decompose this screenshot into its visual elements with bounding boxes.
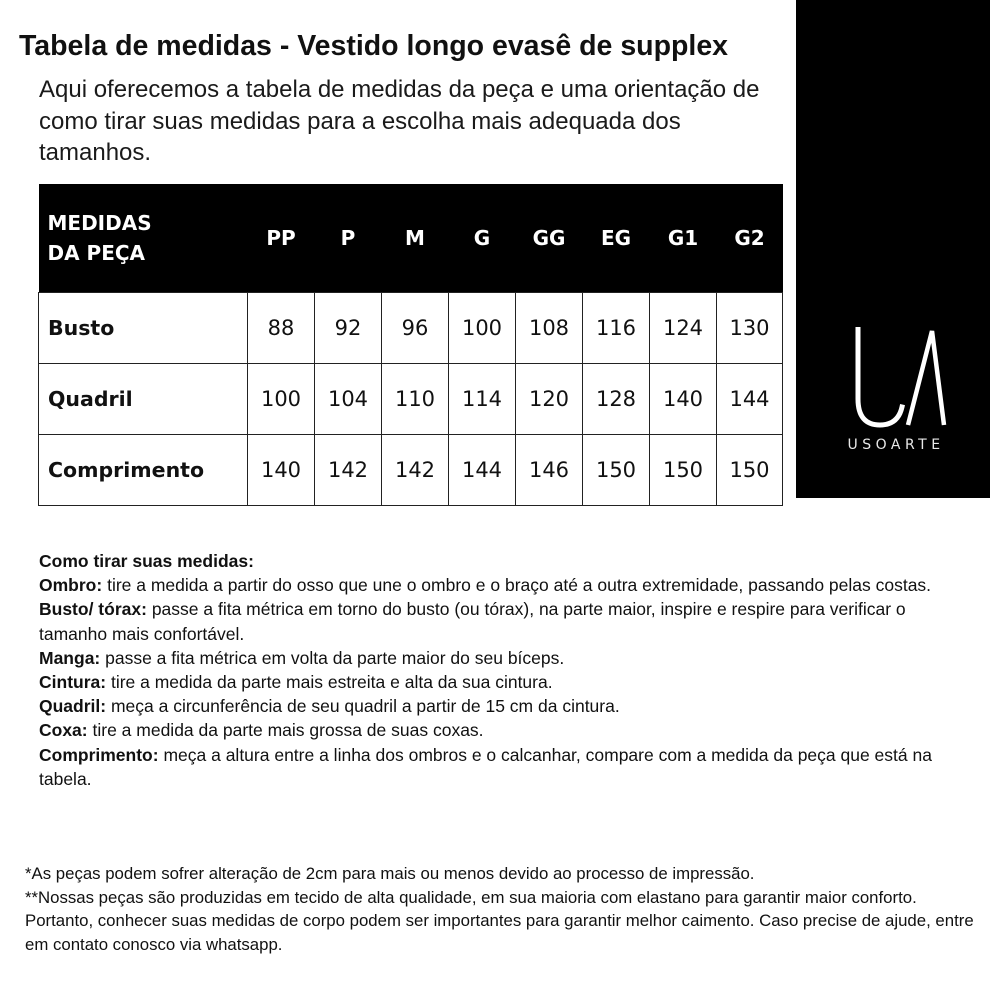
row-label: Busto — [39, 293, 248, 364]
size-header-row — [39, 184, 783, 293]
guide-term: Ombro: — [39, 575, 103, 596]
measuring-guide — [39, 549, 969, 791]
guide-term: Manga: — [39, 647, 101, 668]
guide-text: tire a medida da parte mais grossa de suas coxas. — [92, 720, 484, 741]
table-cell: 108 — [516, 293, 583, 364]
size-table — [38, 184, 783, 506]
guide-term: Cintura: — [39, 672, 107, 693]
table-row-busto — [39, 293, 783, 364]
ua-monogram-icon — [853, 327, 947, 430]
guide-term: Comprimento: — [39, 744, 159, 765]
table-cell: 144 — [717, 364, 783, 435]
page-title: Tabela de medidas - Vestido longo evasê de supplex — [19, 30, 729, 62]
row-label: Quadril — [39, 364, 248, 435]
table-cell: 140 — [248, 435, 315, 506]
size-header: G — [449, 184, 516, 293]
table-cell: 124 — [650, 293, 717, 364]
guide-heading: Como tirar suas medidas: — [39, 551, 254, 571]
size-header: G2 — [717, 184, 783, 293]
table-cell: 130 — [717, 293, 783, 364]
table-cell: 116 — [583, 293, 650, 364]
guide-text: meça a circunferência de seu quadril a partir de 15 cm da cintura. — [110, 696, 620, 717]
guide-item — [39, 670, 969, 694]
guide-text: passe a fita métrica em volta da parte maior do seu bíceps. — [105, 647, 565, 668]
guide-item — [39, 694, 969, 718]
row-label: Comprimento — [39, 435, 248, 506]
guide-text: passe a fita métrica em torno do busto (ou tórax), na parte maior, inspire e respire para verificar o tamanho mais confortável. — [39, 599, 906, 644]
table-cell: 140 — [650, 364, 717, 435]
intro-text: Aqui oferecemos a tabela de medidas da peça e uma orientação de como tirar suas medidas para a escolha mais adequada dos tamanhos. — [39, 76, 760, 166]
size-header: GG — [516, 184, 583, 293]
footnotes — [25, 862, 980, 956]
table-cell: 150 — [650, 435, 717, 506]
size-header: P — [315, 184, 382, 293]
guide-term: Coxa: — [39, 720, 88, 741]
table-cell: 104 — [315, 364, 382, 435]
guide-item — [39, 743, 969, 791]
table-cell: 146 — [516, 435, 583, 506]
table-cell: 100 — [248, 364, 315, 435]
table-cell: 142 — [382, 435, 449, 506]
table-cell: 150 — [583, 435, 650, 506]
size-header: M — [382, 184, 449, 293]
table-row-comprimento — [39, 435, 783, 506]
table-cell: 142 — [315, 435, 382, 506]
table-cell: 114 — [449, 364, 516, 435]
table-row-quadril — [39, 364, 783, 435]
table-cell: 88 — [248, 293, 315, 364]
measures-header: MEDIDAS DA PEÇA — [39, 184, 248, 293]
footnote-print-variation: *As peças podem sofrer alteração de 2cm para mais ou menos devido ao processo de impressão. — [25, 864, 755, 883]
table-cell: 100 — [449, 293, 516, 364]
guide-item — [39, 597, 969, 645]
table-cell: 150 — [717, 435, 783, 506]
size-header: G1 — [650, 184, 717, 293]
table-cell: 144 — [449, 435, 516, 506]
guide-item — [39, 573, 969, 597]
guide-text: tire a medida a partir do osso que une o ombro e o braço até a outra extremidade, passando pelas costas. — [107, 575, 932, 596]
table-cell: 120 — [516, 364, 583, 435]
size-header: EG — [583, 184, 650, 293]
footnote-fabric-quality: **Nossas peças são produzidas em tecido de alta qualidade, em sua maioria com elastano para garantir maior conforto. Portanto, conhecer suas medidas de corpo podem ser importantes para garantir melhor caimento. Caso precise de ajude, entre em contato conosco via whatsapp. — [25, 887, 974, 954]
size-header: PP — [248, 184, 315, 293]
table-cell: 92 — [315, 293, 382, 364]
table-cell: 110 — [382, 364, 449, 435]
table-cell: 96 — [382, 293, 449, 364]
brand-name: USOARTE — [847, 437, 945, 453]
guide-item — [39, 646, 969, 670]
brand-panel — [796, 0, 990, 498]
guide-term: Busto/ tórax: — [39, 599, 147, 620]
guide-text: meça a altura entre a linha dos ombros e o calcanhar, compare com a medida da peça que está na tabela. — [39, 744, 932, 789]
guide-term: Quadril: — [39, 696, 107, 717]
guide-text: tire a medida da parte mais estreita e alta da sua cintura. — [110, 672, 553, 693]
table-cell: 128 — [583, 364, 650, 435]
guide-item — [39, 718, 969, 742]
